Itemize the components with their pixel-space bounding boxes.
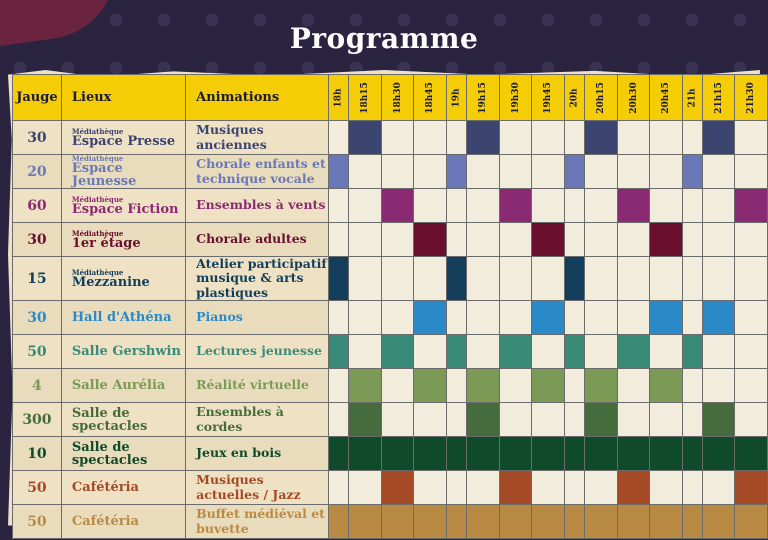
time-slot-empty (702, 189, 735, 223)
location-prefix: Médiathèque (71, 194, 124, 204)
time-slot-empty (617, 121, 650, 155)
header-time (650, 75, 683, 121)
time-slot-empty (682, 403, 702, 437)
capacity-cell: 10 (13, 437, 62, 471)
time-slot-empty (499, 257, 532, 301)
animation-cell: Chorale enfants et technique vocale (186, 155, 329, 189)
header-time (735, 75, 768, 121)
time-slot-filled (349, 505, 382, 539)
time-slot-empty (617, 301, 650, 335)
time-slot-filled (499, 471, 532, 505)
animation-cell: Chorale adultes (186, 223, 329, 257)
time-slot-filled (349, 437, 382, 471)
header-time-label: 20h45 (660, 81, 671, 114)
time-slot-empty (381, 403, 414, 437)
time-slot-filled (564, 505, 584, 539)
animation-cell: Réalité virtuelle (186, 369, 329, 403)
time-slot-empty (682, 121, 702, 155)
animation-cell: Ensembles à vents (186, 189, 329, 223)
header-time-label: 18h30 (392, 81, 403, 114)
capacity-cell: 50 (13, 471, 62, 505)
time-slot-filled (499, 189, 532, 223)
time-slot-filled (735, 189, 768, 223)
location-prefix: Médiathèque (71, 154, 124, 163)
header-time (467, 75, 500, 121)
location-prefix: Médiathèque (71, 228, 124, 238)
time-slot-empty (499, 155, 532, 189)
time-slot-filled (414, 505, 447, 539)
time-slot-empty (467, 223, 500, 257)
time-slot-empty (467, 257, 500, 301)
table-row (13, 437, 768, 471)
table-row (13, 335, 768, 369)
location-name: Cafétéria (71, 480, 139, 496)
capacity-cell: 300 (13, 403, 62, 437)
time-slot-filled (467, 121, 500, 155)
time-slot-empty (564, 189, 584, 223)
location-name: Mezzanine (71, 274, 150, 290)
time-slot-empty (414, 335, 447, 369)
time-slot-filled (532, 437, 565, 471)
time-slot-filled (650, 369, 683, 403)
time-slot-empty (584, 301, 617, 335)
header-time-label: 21h30 (746, 81, 757, 114)
time-slot-empty (682, 301, 702, 335)
capacity-cell: 50 (13, 505, 62, 539)
time-slot-filled (617, 437, 650, 471)
time-slot-filled (650, 437, 683, 471)
time-slot-empty (584, 223, 617, 257)
time-slot-filled (499, 335, 532, 369)
time-slot-empty (617, 257, 650, 301)
time-slot-empty (735, 223, 768, 257)
time-slot-empty (446, 403, 466, 437)
time-slot-filled (564, 437, 584, 471)
time-slot-filled (617, 335, 650, 369)
time-slot-filled (446, 257, 466, 301)
time-slot-empty (584, 335, 617, 369)
time-slot-empty (564, 369, 584, 403)
time-slot-filled (349, 121, 382, 155)
location-cell (61, 335, 185, 369)
time-slot-filled (584, 437, 617, 471)
time-slot-filled (650, 301, 683, 335)
location-cell (61, 223, 185, 257)
time-slot-filled (329, 155, 349, 189)
time-slot-filled (381, 437, 414, 471)
time-slot-empty (564, 301, 584, 335)
time-slot-empty (467, 189, 500, 223)
time-slot-filled (702, 403, 735, 437)
time-slot-filled (467, 437, 500, 471)
animation-cell: Musiques anciennes (186, 121, 329, 155)
capacity-cell: 15 (13, 257, 62, 301)
header-time (702, 75, 735, 121)
time-slot-filled (381, 335, 414, 369)
time-slot-empty (329, 223, 349, 257)
time-slot-filled (584, 121, 617, 155)
time-slot-empty (702, 155, 735, 189)
header-time (584, 75, 617, 121)
location-name: Espace Presse (71, 133, 176, 149)
header-time (329, 75, 349, 121)
header-animations: Animations (186, 75, 329, 121)
header-time-label: 19h15 (477, 81, 488, 114)
location-cell (61, 471, 185, 505)
capacity-cell: 60 (13, 189, 62, 223)
time-slot-empty (735, 369, 768, 403)
time-slot-empty (702, 471, 735, 505)
time-slot-empty (564, 223, 584, 257)
time-slot-empty (467, 471, 500, 505)
time-slot-empty (584, 155, 617, 189)
time-slot-empty (499, 121, 532, 155)
page-title: Programme (289, 22, 479, 55)
time-slot-empty (617, 155, 650, 189)
time-slot-filled (381, 505, 414, 539)
time-slot-filled (499, 505, 532, 539)
time-slot-filled (702, 505, 735, 539)
table-row (13, 257, 768, 301)
time-slot-empty (650, 155, 683, 189)
location-name: Espace Jeunesse (71, 161, 137, 189)
time-slot-empty (735, 121, 768, 155)
time-slot-filled (499, 437, 532, 471)
time-slot-empty (650, 189, 683, 223)
location-cell (61, 505, 185, 539)
time-slot-empty (414, 471, 447, 505)
header-lieux: Lieux (61, 75, 185, 121)
time-slot-empty (446, 223, 466, 257)
time-slot-empty (682, 471, 702, 505)
time-slot-filled (532, 505, 565, 539)
time-slot-filled (682, 437, 702, 471)
table-row (13, 403, 768, 437)
time-slot-empty (617, 403, 650, 437)
animation-cell: Buffet médiéval et buvette (186, 505, 329, 539)
schedule-table (12, 74, 768, 539)
time-slot-empty (467, 335, 500, 369)
header-time-label: 20h15 (595, 81, 606, 114)
time-slot-filled (564, 155, 584, 189)
time-slot-filled (329, 437, 349, 471)
time-slot-empty (381, 155, 414, 189)
time-slot-empty (617, 223, 650, 257)
time-slot-filled (735, 471, 768, 505)
time-slot-empty (702, 369, 735, 403)
location-prefix: Médiathèque (71, 267, 124, 277)
time-slot-empty (617, 369, 650, 403)
time-slot-empty (446, 121, 466, 155)
header-jauge: Jauge (13, 75, 62, 121)
capacity-cell: 20 (13, 155, 62, 189)
time-slot-filled (414, 369, 447, 403)
header-time-label: 20h (569, 87, 580, 108)
time-slot-empty (735, 301, 768, 335)
header-time-label: 19h45 (543, 81, 554, 114)
time-slot-filled (702, 301, 735, 335)
time-slot-empty (349, 257, 382, 301)
location-name: Salle de spectacles (71, 439, 148, 468)
time-slot-empty (682, 257, 702, 301)
animation-cell: Pianos (186, 301, 329, 335)
header-time-label: 18h (333, 87, 344, 108)
time-slot-empty (414, 257, 447, 301)
time-slot-filled (381, 189, 414, 223)
header-time (617, 75, 650, 121)
time-slot-empty (682, 189, 702, 223)
header-time (499, 75, 532, 121)
time-slot-empty (532, 471, 565, 505)
animation-cell: Jeux en bois (186, 437, 329, 471)
time-slot-filled (735, 437, 768, 471)
location-name: Salle Gershwin (71, 344, 181, 360)
time-slot-filled (446, 437, 466, 471)
header-time (564, 75, 584, 121)
time-slot-empty (414, 189, 447, 223)
time-slot-filled (702, 121, 735, 155)
location-cell (61, 369, 185, 403)
time-slot-empty (735, 335, 768, 369)
time-slot-empty (532, 403, 565, 437)
animation-cell: Atelier participatif musique & arts plastiques (186, 257, 329, 301)
location-cell (61, 189, 185, 223)
header-time (414, 75, 447, 121)
time-slot-empty (735, 257, 768, 301)
animation-cell: Lectures jeunesse (186, 335, 329, 369)
time-slot-empty (564, 403, 584, 437)
time-slot-empty (584, 257, 617, 301)
schedule-body (13, 121, 768, 539)
time-slot-filled (467, 369, 500, 403)
time-slot-empty (414, 403, 447, 437)
location-cell (61, 437, 185, 471)
time-slot-empty (329, 403, 349, 437)
table-row (13, 369, 768, 403)
time-slot-filled (735, 505, 768, 539)
time-slot-filled (349, 369, 382, 403)
location-prefix: Médiathèque (71, 126, 124, 136)
time-slot-empty (349, 189, 382, 223)
time-slot-empty (381, 257, 414, 301)
time-slot-empty (532, 121, 565, 155)
time-slot-empty (349, 155, 382, 189)
time-slot-empty (446, 301, 466, 335)
time-slot-empty (499, 369, 532, 403)
time-slot-empty (446, 369, 466, 403)
time-slot-filled (650, 223, 683, 257)
location-cell (61, 403, 185, 437)
time-slot-filled (329, 505, 349, 539)
location-name: Salle de spectacles (71, 405, 148, 434)
time-slot-filled (532, 223, 565, 257)
time-slot-empty (532, 189, 565, 223)
time-slot-empty (532, 257, 565, 301)
time-slot-empty (584, 471, 617, 505)
time-slot-empty (499, 301, 532, 335)
time-slot-filled (446, 505, 466, 539)
time-slot-empty (650, 257, 683, 301)
time-slot-empty (329, 301, 349, 335)
time-slot-empty (650, 335, 683, 369)
time-slot-empty (564, 121, 584, 155)
time-slot-empty (414, 155, 447, 189)
time-slot-empty (650, 403, 683, 437)
table-row (13, 471, 768, 505)
time-slot-empty (349, 335, 382, 369)
time-slot-empty (499, 403, 532, 437)
header-row (13, 75, 768, 121)
time-slot-empty (702, 257, 735, 301)
time-slot-filled (617, 189, 650, 223)
location-name: Cafétéria (71, 514, 139, 530)
time-slot-empty (381, 121, 414, 155)
capacity-cell: 4 (13, 369, 62, 403)
table-row (13, 189, 768, 223)
header-time (381, 75, 414, 121)
time-slot-filled (329, 335, 349, 369)
time-slot-filled (617, 471, 650, 505)
animation-cell: Ensembles à cordes (186, 403, 329, 437)
header-time-label: 21h (687, 87, 698, 108)
header-time (682, 75, 702, 121)
time-slot-filled (532, 369, 565, 403)
time-slot-filled (564, 257, 584, 301)
time-slot-filled (584, 369, 617, 403)
header-time-label: 20h30 (628, 81, 639, 114)
time-slot-empty (381, 301, 414, 335)
time-slot-empty (329, 369, 349, 403)
time-slot-empty (650, 471, 683, 505)
time-slot-empty (329, 189, 349, 223)
capacity-cell: 50 (13, 335, 62, 369)
time-slot-filled (446, 155, 466, 189)
header-time-label: 19h (451, 87, 462, 108)
header-time-label: 18h15 (360, 81, 370, 114)
time-slot-filled (467, 403, 500, 437)
table-row (13, 223, 768, 257)
time-slot-filled (446, 335, 466, 369)
time-slot-filled (329, 257, 349, 301)
time-slot-empty (682, 369, 702, 403)
time-slot-filled (584, 403, 617, 437)
header-time-label: 19h30 (510, 81, 521, 114)
time-slot-empty (564, 471, 584, 505)
time-slot-filled (617, 505, 650, 539)
location-name: Espace Fiction (71, 201, 179, 217)
time-slot-filled (414, 301, 447, 335)
time-slot-empty (381, 369, 414, 403)
time-slot-filled (349, 403, 382, 437)
location-cell (61, 121, 185, 155)
time-slot-empty (329, 121, 349, 155)
time-slot-empty (735, 403, 768, 437)
table-row (13, 155, 768, 189)
header-time (446, 75, 466, 121)
time-slot-empty (467, 301, 500, 335)
capacity-cell: 30 (13, 121, 62, 155)
time-slot-filled (414, 437, 447, 471)
time-slot-empty (467, 155, 500, 189)
location-cell (61, 301, 185, 335)
header-time (349, 75, 382, 121)
time-slot-filled (414, 223, 447, 257)
time-slot-filled (381, 471, 414, 505)
capacity-cell: 30 (13, 223, 62, 257)
time-slot-filled (682, 335, 702, 369)
time-slot-empty (735, 155, 768, 189)
time-slot-empty (381, 223, 414, 257)
time-slot-empty (329, 471, 349, 505)
time-slot-empty (499, 223, 532, 257)
location-name: 1er étage (71, 235, 141, 251)
time-slot-filled (682, 505, 702, 539)
header-time-label: 21h15 (713, 81, 724, 114)
time-slot-filled (564, 335, 584, 369)
location-name: Hall d'Athéna (71, 310, 172, 326)
location-cell (61, 155, 185, 189)
time-slot-filled (650, 505, 683, 539)
time-slot-empty (532, 335, 565, 369)
time-slot-empty (349, 223, 382, 257)
time-slot-empty (349, 301, 382, 335)
time-slot-empty (584, 189, 617, 223)
time-slot-filled (584, 505, 617, 539)
time-slot-empty (702, 335, 735, 369)
time-slot-empty (682, 223, 702, 257)
table-row (13, 121, 768, 155)
table-row (13, 301, 768, 335)
time-slot-empty (532, 155, 565, 189)
header-time (532, 75, 565, 121)
time-slot-empty (650, 121, 683, 155)
location-name: Salle Aurélia (71, 378, 166, 394)
time-slot-filled (702, 437, 735, 471)
time-slot-filled (682, 155, 702, 189)
time-slot-empty (702, 223, 735, 257)
time-slot-empty (414, 121, 447, 155)
time-slot-empty (349, 471, 382, 505)
header-time-label: 18h45 (425, 81, 436, 114)
capacity-cell: 30 (13, 301, 62, 335)
time-slot-empty (446, 471, 466, 505)
time-slot-filled (467, 505, 500, 539)
location-cell (61, 257, 185, 301)
table-row (13, 505, 768, 539)
time-slot-empty (446, 189, 466, 223)
time-slot-filled (532, 301, 565, 335)
animation-cell: Musiques actuelles / Jazz (186, 471, 329, 505)
